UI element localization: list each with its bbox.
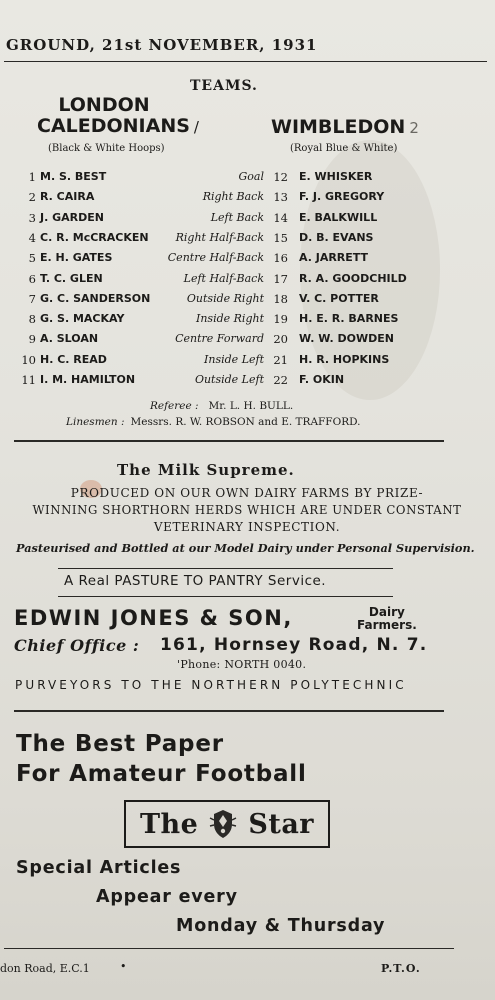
away-team-name: WIMBLEDON 2 [271, 116, 419, 138]
crest-icon [208, 808, 238, 840]
home-team-line2: CALEDONIANS / [37, 115, 199, 137]
footer-dot: • [120, 960, 127, 973]
phone-number: 'Phone: NORTH 0040. [177, 658, 307, 671]
company-name: EDWIN JONES & SON, [14, 606, 293, 630]
player-position: Left Back [210, 210, 264, 224]
home-player-number: 10 [21, 352, 36, 367]
linesmen-label: Linesmen : [66, 416, 125, 428]
dairy-line1: Dairy [368, 605, 405, 619]
away-player-number: 20 [273, 332, 288, 347]
away-player-number: 17 [273, 271, 288, 286]
chief-office-label: Chief Office : [14, 636, 140, 655]
home-player-number: 7 [28, 291, 36, 306]
milk-ad-line3: VETERINARY INSPECTION. [153, 520, 341, 534]
home-player-number: 3 [28, 210, 36, 225]
away-player-name: F. J. GREGORY [299, 190, 385, 204]
away-player-number: 14 [273, 210, 288, 225]
player-position: Inside Left [204, 352, 264, 366]
star-ad-spec3: Monday & Thursday [176, 916, 386, 936]
home-player-number: 1 [28, 170, 36, 184]
home-player-number: 4 [28, 230, 36, 245]
dairy-farmers [357, 606, 417, 632]
away-player-name: E. WHISKER [299, 170, 373, 183]
milk-ad-line2: WINNING SHORTHORN HERDS WHICH ARE UNDER CONSTANT [32, 503, 462, 517]
star-masthead [124, 800, 330, 848]
home-player-name: H. C. READ [40, 352, 107, 366]
linesmen-line [66, 416, 361, 428]
away-player-name: A. JARRETT [299, 251, 369, 265]
footer-pto: P.T.O. [381, 962, 421, 975]
home-player-name: C. R. McCRACKEN [40, 230, 149, 244]
handwritten-mark: 2 [409, 119, 419, 137]
linesmen-names: Messrs. R. W. ROBSON and E. TRAFFORD. [130, 416, 361, 428]
office-address: 161, Hornsey Road, N. 7. [160, 635, 428, 655]
home-team-name [28, 95, 208, 138]
away-player-name: H. R. HOPKINS [299, 352, 390, 366]
home-player-name: G. C. SANDERSON [40, 291, 151, 305]
star-ad-line1: The Best Paper [16, 731, 224, 757]
match-header: GROUND, 21st NOVEMBER, 1931 [6, 36, 318, 54]
purveyors-line: PURVEYORS TO THE NORTHERN POLYTECHNIC [15, 678, 407, 692]
away-player-name: F. OKIN [299, 373, 345, 386]
star-ad-spec2: Appear every [96, 887, 238, 907]
home-player-number: 5 [28, 251, 36, 266]
star-ad-spec1: Special Articles [16, 858, 182, 878]
home-player-number: 11 [21, 373, 36, 387]
referee-name: Mr. L. H. BULL. [208, 400, 294, 412]
section-divider [14, 710, 444, 712]
home-player-name: E. H. GATES [40, 251, 113, 265]
section-divider [14, 440, 444, 442]
player-position: Outside Right [186, 291, 264, 305]
service-rule-bottom [58, 596, 393, 597]
teams-title: TEAMS. [190, 78, 258, 94]
away-player-number: 19 [273, 312, 288, 327]
home-player-name: R. CAIRA [40, 190, 95, 204]
home-player-name: I. M. HAMILTON [40, 373, 136, 386]
masthead-the: The [139, 808, 199, 840]
referee-line [150, 400, 293, 412]
handwritten-mark: / [193, 118, 199, 136]
player-position: Left Half-Back [183, 271, 264, 285]
player-position: Right Half-Back [175, 230, 264, 244]
player-position: Centre Forward [175, 332, 264, 346]
away-player-name: V. C. POTTER [299, 291, 379, 305]
away-player-name: E. BALKWILL [299, 210, 378, 224]
milk-ad-title: The Milk Supreme. [117, 461, 295, 479]
away-player-number: 18 [273, 291, 288, 306]
away-player-number: 21 [273, 352, 288, 367]
home-player-name: J. GARDEN [40, 210, 104, 224]
milk-ad-italic-line: Pasteurised and Bottled at our Model Dairy under Personal Supervision. [16, 541, 475, 555]
home-player-number: 2 [28, 190, 36, 205]
player-position: Centre Half-Back [167, 251, 264, 265]
milk-ad-line1: PRODUCED ON OUR OWN DAIRY FARMS BY PRIZE- [70, 486, 424, 500]
away-player-name: R. A. GOODCHILD [299, 271, 407, 285]
away-player-name: H. E. R. BARNES [299, 312, 399, 326]
dairy-line2: Farmers. [357, 618, 417, 632]
player-position: Inside Right [196, 312, 264, 326]
away-player-number: 15 [273, 230, 288, 245]
service-slogan: A Real PASTURE TO PANTRY Service. [64, 573, 327, 589]
away-player-number: 12 [273, 170, 288, 184]
home-team-colors: (Black & White Hoops) [48, 143, 165, 154]
home-player-name: T. C. GLEN [40, 271, 103, 285]
footer-rule [4, 948, 454, 949]
home-player-name: G. S. MACKAY [40, 312, 125, 326]
masthead-star: Star [248, 808, 315, 840]
home-player-name: A. SLOAN [40, 332, 99, 346]
player-position: Outside Left [194, 373, 264, 386]
away-player-number: 22 [273, 373, 288, 387]
header-rule [4, 61, 487, 62]
away-player-number: 16 [273, 251, 288, 266]
home-player-number: 9 [28, 332, 36, 347]
referee-label: Referee : [150, 400, 199, 412]
away-team-colors: (Royal Blue & White) [290, 143, 398, 154]
away-player-name: W. W. DOWDEN [299, 332, 394, 346]
home-player-number: 6 [28, 271, 36, 286]
footer-address: don Road, E.C.1 [0, 962, 90, 975]
home-player-name: M. S. BEST [40, 170, 107, 183]
player-position: Right Back [202, 190, 264, 204]
away-player-number: 13 [273, 190, 288, 205]
player-position: Goal [238, 170, 264, 183]
star-ad-line2: For Amateur Football [16, 761, 307, 787]
home-player-number: 8 [28, 312, 36, 327]
home-team-line1: LONDON [58, 94, 150, 116]
away-player-name: D. B. EVANS [299, 230, 374, 244]
service-rule-top [58, 568, 393, 569]
